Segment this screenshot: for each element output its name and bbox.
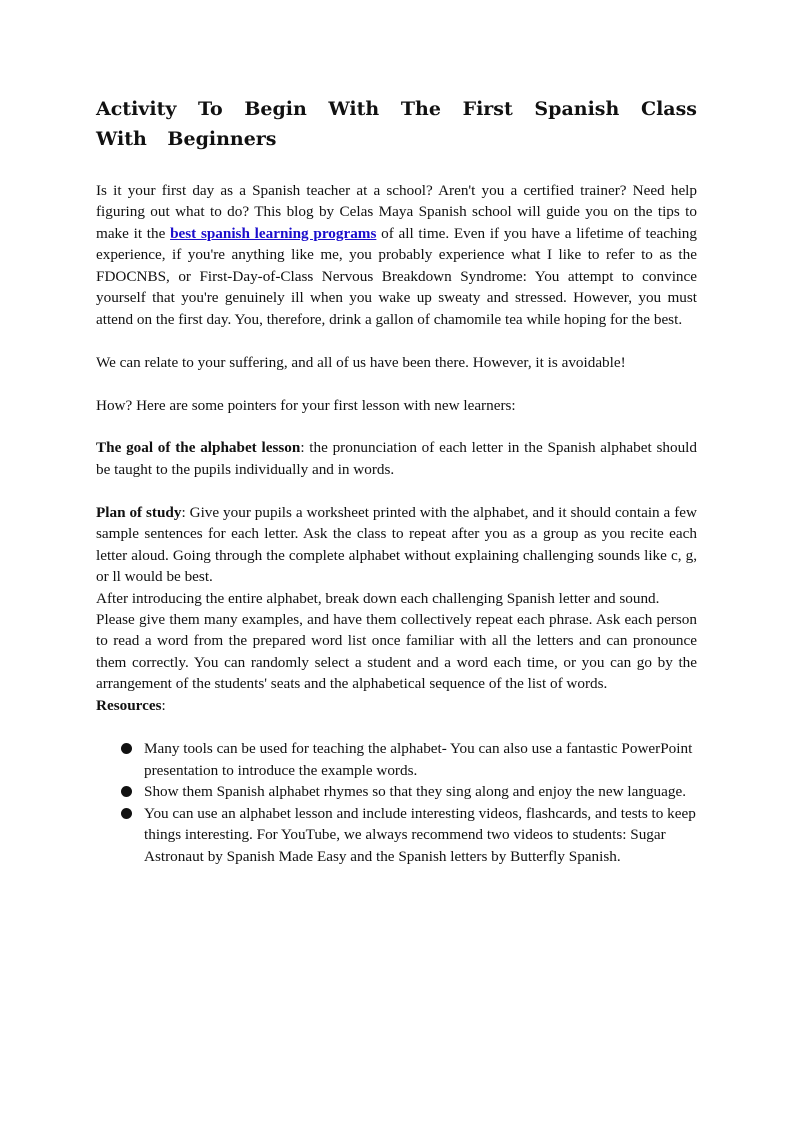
intro-paragraph xyxy=(96,180,697,330)
document-title: Activity To Begin With The First Spanish Class With Beginners xyxy=(96,98,697,150)
list-item: You can use an alphabet lesson and include interesting videos, flashcards, and tests to keep things interesting. For YouTube, we always recommend two videos to students: Sugar Astronaut by Spanish Made Easy and the Spanish letters by Butterfly Spanish. xyxy=(144,803,697,867)
plan-paragraph-3: Please give them many examples, and have them collectively repeat each phrase. Ask each person to read a word from the prepared word list once familiar with all the letters and can pronounce them correctly. You can randomly select a student and a word each time, or you can go by the arrangement of the students' seats and the alphabetical sequence of the list of words. xyxy=(96,611,697,693)
resources-label: Resources xyxy=(96,696,162,714)
pointers-paragraph: How? Here are some pointers for your first lesson with new learners: xyxy=(96,396,516,414)
intro-text-after-link: of all time. Even if you have a lifetime of teaching experience, if you're anything like me, you probably experience what I like to refer to as the FDOCNBS, or First-Day-of-Class Nervous Breakdown Syndrome: You attempt to convince yourself that you're genuinely ill when you wake up sweaty and stressed. However, you must attend on the first day. You, therefore, drink a gallon of chamomile tea while hoping for the best. xyxy=(96,224,697,328)
goal-label: The goal of the alphabet lesson xyxy=(96,439,301,457)
bullet-icon xyxy=(121,743,132,754)
document-page xyxy=(96,94,697,867)
plan-paragraph xyxy=(96,502,697,588)
bullet-icon xyxy=(121,786,132,797)
best-spanish-programs-link[interactable]: best spanish learning programs xyxy=(170,224,377,242)
list-item: Many tools can be used for teaching the alphabet- You can also use a fantastic PowerPoint presentation to introduce the example words. xyxy=(144,738,697,781)
relate-paragraph: We can relate to your suffering, and all of us have been there. However, it is avoidable! xyxy=(96,353,626,371)
resources-list xyxy=(96,738,697,867)
plan-text: : Give your pupils a worksheet printed with the alphabet, and it should contain a few sample sentences for each letter. Ask the class to repeat after you as a group as you recite each letter aloud. Going through the complete alphabet without explaining challenging sounds like c, g, or ll would be best. xyxy=(96,503,697,586)
intro-text-before-link: Is it your first day as a Spanish teacher at a school? Aren't you a certified trainer? Need help figuring out what to do? This blog by Celas Maya Spanish school will guide you on the tips to make it the xyxy=(96,182,697,242)
list-item: Show them Spanish alphabet rhymes so that they sing along and enjoy the new language. xyxy=(144,781,697,802)
goal-paragraph xyxy=(96,437,697,480)
bullet-icon xyxy=(121,808,132,819)
plan-paragraph-2: After introducing the entire alphabet, break down each challenging Spanish letter and sound. xyxy=(96,589,660,607)
resources-heading: Resources: xyxy=(96,696,166,714)
goal-text: : the pronunciation of each letter in the Spanish alphabet should be taught to the pupils individually and in words. xyxy=(96,439,697,478)
plan-label: Plan of study xyxy=(96,503,182,521)
